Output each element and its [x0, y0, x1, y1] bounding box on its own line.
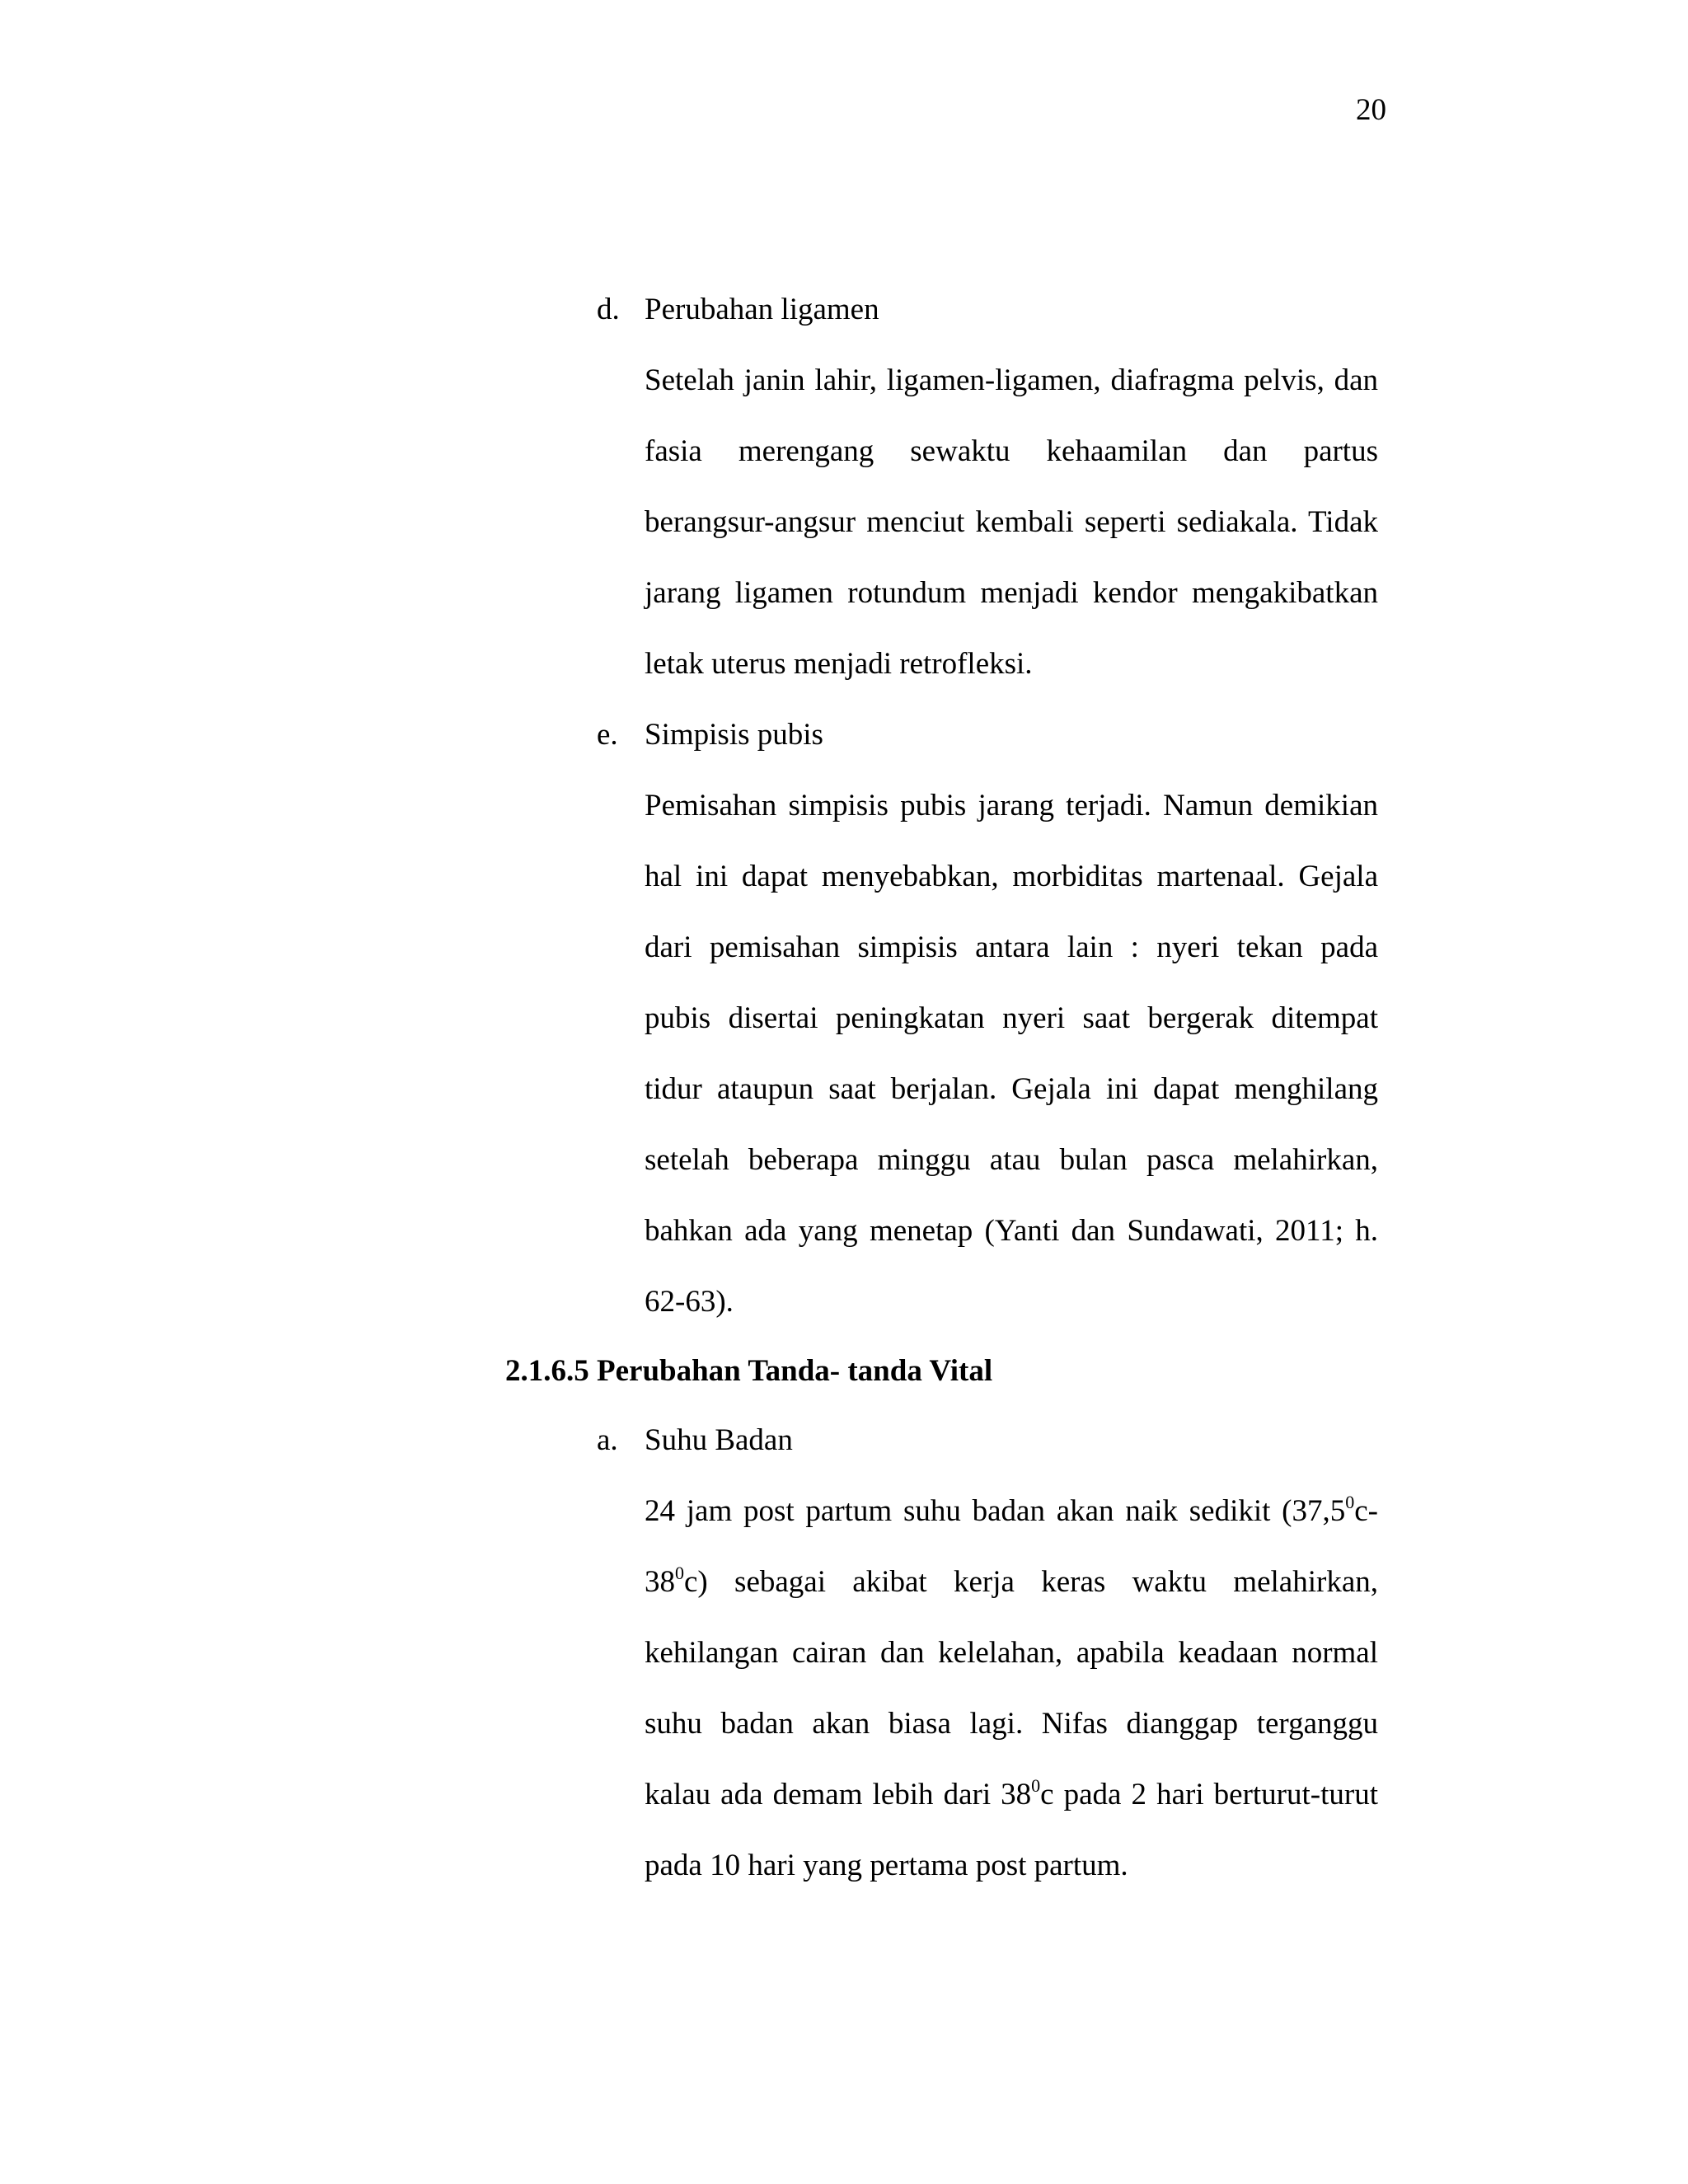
list-marker-a: a.	[597, 1423, 618, 1457]
item-title-perubahan-ligamen: Perubahan ligamen	[645, 293, 879, 326]
paragraph-line: berangsur-angsur menciut kembali seperti sediakala. Tidak	[645, 505, 1378, 539]
list-marker-e: e.	[597, 718, 618, 752]
page-number: 20	[1356, 93, 1386, 127]
paragraph-line: kehilangan cairan dan kelelahan, apabila keadaan normal	[645, 1636, 1378, 1670]
paragraph-line: $38^0c$) sebagai akibat kerja keras waktu melahirkan,	[645, 1563, 1378, 1599]
paragraph-line: pubis disertai peningkatan nyeri saat bergerak ditempat	[645, 1001, 1378, 1035]
paragraph-line: hal ini dapat menyebabkan, morbiditas martenaal. Gejala	[645, 860, 1378, 893]
section-heading: 2.1.6.5 Perubahan Tanda- tanda Vital	[505, 1354, 993, 1388]
paragraph-line: Setelah janin lahir, ligamen-ligamen, diafragma pelvis, dan	[645, 363, 1378, 397]
paragraph-line: 62-63).	[645, 1285, 734, 1319]
paragraph-line: 24 jam post partum suhu badan akan naik sedikit (37,5$^0$c-	[645, 1492, 1378, 1528]
paragraph-line: suhu badan akan biasa lagi. Nifas dianggap terganggu	[645, 1707, 1378, 1741]
paragraph-line: setelah beberapa minggu atau bulan pasca melahirkan,	[645, 1143, 1378, 1177]
item-title-simpisis-pubis: Simpisis pubis	[645, 718, 823, 752]
paragraph-line: tidur ataupun saat berjalan. Gejala ini dapat menghilang	[645, 1072, 1378, 1106]
paragraph-line: fasia merengang sewaktu kehaamilan dan partus	[645, 434, 1378, 468]
paragraph-line: bahkan ada yang menetap (Yanti dan Sundawati, 2011; h.	[645, 1214, 1378, 1248]
paragraph-line: kalau ada demam lebih dari $38^0c$ pada 2 hari berturut-turut	[645, 1775, 1378, 1811]
paragraph-line: letak uterus menjadi retrofleksi.	[645, 647, 1033, 681]
list-marker-d: d.	[597, 293, 620, 326]
paragraph-line: jarang ligamen rotundum menjadi kendor mengakibatkan	[645, 576, 1378, 610]
paragraph-line: dari pemisahan simpisis antara lain : nyeri tekan pada	[645, 930, 1378, 964]
item-title-suhu-badan: Suhu Badan	[645, 1423, 793, 1457]
paragraph-line: pada 10 hari yang pertama post partum.	[645, 1849, 1128, 1882]
paragraph-line: Pemisahan simpisis pubis jarang terjadi. Namun demikian	[645, 789, 1378, 823]
